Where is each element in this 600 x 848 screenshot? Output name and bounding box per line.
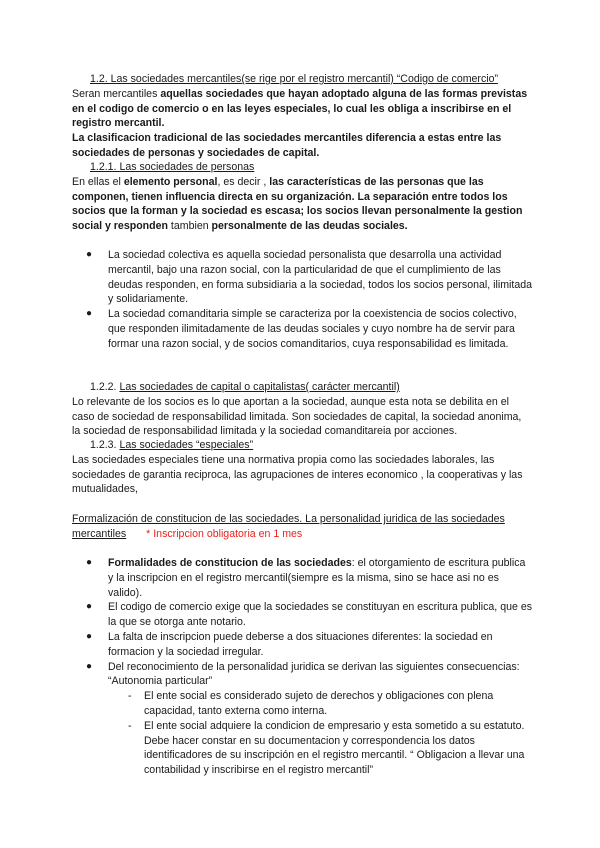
- section-1-2-2-paragraph: Lo relevante de los socios es lo que aportan a la sociedad, aunque esta nota se debilita en el caso de sociedad de responsabilidad limitada. Son sociedades de capital, la sociedad anonima, la sociedad de responsabilidad limitada y la sociedad comanditareia por acciones.: [72, 395, 522, 438]
- formalizacion-heading: Formalización de constitucion de las sociedades. La personalidad juridica de las sociedades mercantiles * Inscripcion obligatoria en 1 mes: [72, 513, 505, 540]
- section-1-2-paragraph-2: La clasificacion tradicional de las sociedades mercantiles diferencia a estas entre las sociedades de personas y sociedades de capital.: [72, 132, 502, 159]
- list-item: ● Del reconocimiento de la personalidad juridica se derivan las siguientes consecuencias: “Autonomia particular” - El ente social es considerado sujeto de derechos y obligaciones con plena capacidad, tanto externa como interna. - El ente social adquiere la condicion de empresario y esta sometido a su estatuto. Debe hacer constar en su documentacion y correspondencia los datos identificadores de su inscripción en el registro mercantil. “ Obligacion a llevar una contabilidad y inscribirse en el registro mercantil”: [72, 660, 532, 778]
- list-item: ● El codigo de comercio exige que la sociedades se constituyan en escritura publica, que es la que se otorga ante notario.: [86, 601, 533, 629]
- bullet-icon: ●: [86, 249, 93, 260]
- section-1-2-1-bullets: [72, 248, 532, 352]
- section-1-2-3: [72, 438, 532, 497]
- list-item: ● La falta de inscripcion puede deberse a dos situaciones diferentes: la sociedad en formacion y la sociedad irregular.: [86, 630, 493, 658]
- section-1-2-1: [72, 160, 532, 234]
- dash-icon: -: [128, 690, 132, 703]
- bullet-icon: ●: [86, 601, 93, 613]
- section-1-2-2-heading: 1.2.2. Las sociedades de capital o capitalistas( carácter mercantil): [90, 381, 400, 393]
- list-item: ● Formalidades de constitucion de las sociedades: el otorgamiento de escritura publica y la inscripcion en el registro mercantil(siempre es la misma, sino se hace asi no es valido).: [86, 557, 526, 599]
- section-1-2-3-paragraph: Las sociedades especiales tiene una normativa propia como las sociedades laborales, las sociedades de garantia reciproca, las agrupaciones de interes economico , la cooperativas y las mutualidades,: [72, 453, 523, 496]
- section-1-2-paragraph-1: Seran mercantiles aquellas sociedades que hayan adoptado alguna de las formas previstas en el codigo de comercio o en las leyes especiales, lo cual les obliga a inscribirse en el registro mercantil.: [72, 87, 528, 130]
- list-item: - El ente social es considerado sujeto de derechos y obligaciones con plena capacidad, tanto externa como interna.: [128, 690, 494, 717]
- section-1-2-3-heading: 1.2.3. Las sociedades “especiales”: [90, 439, 254, 451]
- section-1-2: [72, 72, 532, 161]
- formalizacion-bullets: [72, 556, 532, 778]
- list-item: ● La sociedad colectiva es aquella sociedad personalista que desarrolla una actividad mercantil, bajo una razon social, con la particularidad de que el cumplimiento de las deudas responden, en forma subsidiaria a la sociedad, todos los socios personal, ilimitada y solidariamente.: [86, 249, 532, 306]
- bullet-icon: ●: [86, 660, 93, 672]
- section-1-2-1-heading: 1.2.1. Las sociedades de personas: [90, 161, 255, 173]
- bullet-icon: ●: [86, 308, 93, 320]
- list-item: ● La sociedad comanditaria simple se caracteriza por la coexistencia de socios colectivo, que responden ilimitadamente de las deudas sociales y cuyo nombre ha de servir para formar una razon social, y de socios comanditarios, cuya responsabilidad es limitada.: [86, 308, 517, 350]
- formalizacion-section: [72, 512, 532, 542]
- section-1-2-1-paragraph: En ellas el elemento personal, es decir , las características de las personas que las componen, tienen influencia directa en su organización. La separación entre todos los socios que la forman y la sociedad es escasa; los socios llevan personalmente la gestion social y responden tambien personalmente de las deudas sociales.: [72, 175, 523, 233]
- dash-icon: -: [128, 719, 132, 732]
- section-1-2-heading: 1.2. Las sociedades mercantiles(se rige por el registro mercantil) “Codigo de comercio”: [90, 73, 499, 85]
- list-item: - El ente social adquiere la condicion de empresario y esta sometido a su estatuto. Debe hacer constar en su documentacion y correspondencia los datos identificadores de su inscripción en el registro mercantil. “ Obligacion a llevar una contabilidad y inscribirse en el registro mercantil”: [128, 719, 525, 777]
- section-1-2-2: [72, 380, 532, 439]
- bullet-icon: ●: [86, 630, 93, 642]
- bullet-icon: ●: [86, 557, 93, 568]
- inscription-note: * Inscripcion obligatoria en 1 mes: [146, 527, 303, 540]
